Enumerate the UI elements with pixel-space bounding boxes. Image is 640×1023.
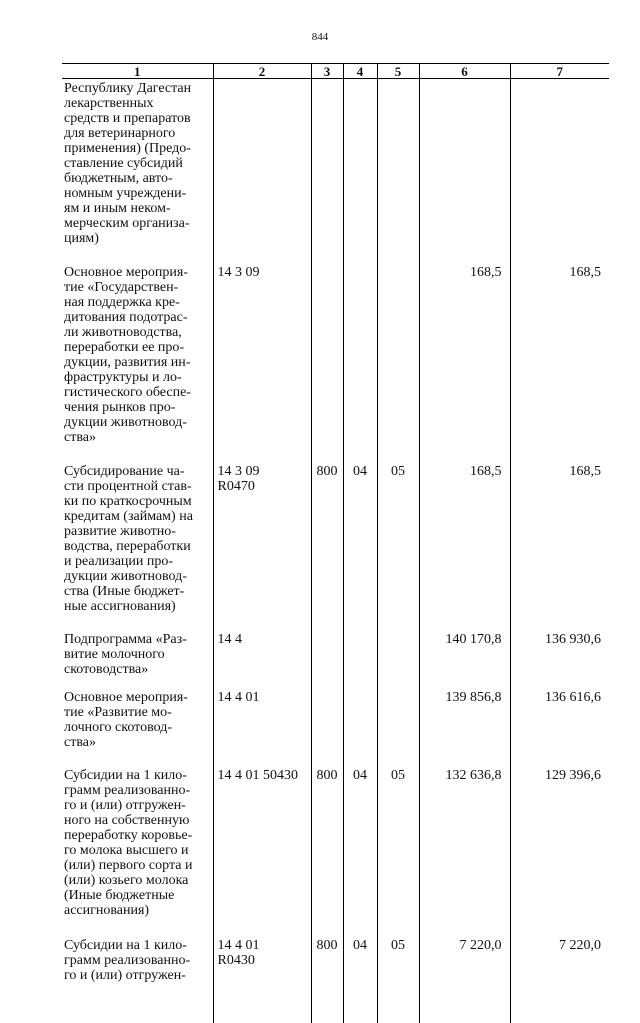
row-name-line: средств и препаратов bbox=[64, 111, 191, 126]
spacer-cell bbox=[419, 983, 510, 1023]
spacer-cell bbox=[62, 983, 213, 1023]
spacer-cell bbox=[419, 750, 510, 768]
table-row bbox=[62, 79, 609, 247]
row-vr-cell bbox=[311, 690, 343, 750]
row-sum-2022-cell: 136 616,6 bbox=[510, 690, 609, 750]
spacer-cell bbox=[343, 677, 377, 690]
row-sum-2022-cell: 136 930,6 bbox=[510, 632, 609, 677]
spacer-cell bbox=[213, 983, 311, 1023]
row-code-cell bbox=[213, 938, 311, 983]
row-code-line: R0470 bbox=[217, 479, 255, 494]
row-name-line: (Иные бюджетные bbox=[64, 888, 175, 903]
spacer-cell bbox=[62, 677, 213, 690]
row-pr-cell bbox=[377, 79, 419, 247]
spacer-cell bbox=[311, 614, 343, 632]
spacer-cell bbox=[311, 983, 343, 1023]
row-code-cell: 14 3 09 bbox=[213, 265, 311, 445]
row-code-line: 14 4 01 bbox=[217, 938, 260, 953]
row-name-cell bbox=[62, 632, 213, 677]
row-name-line: дукции животновод- bbox=[64, 415, 187, 430]
spacer-cell bbox=[62, 918, 213, 938]
row-name-line: чения рынков про- bbox=[64, 400, 176, 415]
spacer-cell bbox=[311, 750, 343, 768]
spacer-cell bbox=[377, 445, 419, 464]
spacer-cell bbox=[343, 614, 377, 632]
spacer-cell bbox=[510, 445, 609, 464]
spacer-cell bbox=[343, 750, 377, 768]
table-row bbox=[62, 265, 609, 445]
row-rz-cell: 04 bbox=[343, 768, 377, 918]
row-spacer bbox=[62, 445, 609, 464]
spacer-cell bbox=[510, 677, 609, 690]
row-name-line: фраструктуры и ло- bbox=[64, 370, 182, 385]
row-name-line: лочного скотовод- bbox=[64, 720, 173, 735]
header-col-2: 2 bbox=[213, 64, 311, 79]
spacer-cell bbox=[419, 246, 510, 265]
row-name-line: Основное мероприя- bbox=[64, 265, 188, 280]
row-code-line: 14 3 09 bbox=[217, 464, 260, 479]
row-name-cell bbox=[62, 464, 213, 614]
row-name-line: Субсидии на 1 кило- bbox=[64, 768, 187, 783]
row-spacer bbox=[62, 614, 609, 632]
spacer-cell bbox=[213, 246, 311, 265]
row-vr-cell: 800 bbox=[311, 464, 343, 614]
spacer-cell bbox=[343, 246, 377, 265]
row-name-line: тие «Развитие мо- bbox=[64, 705, 172, 720]
row-spacer bbox=[62, 983, 609, 1023]
row-pr-cell: 05 bbox=[377, 938, 419, 983]
row-spacer bbox=[62, 246, 609, 265]
header-col-6: 6 bbox=[419, 64, 510, 79]
row-vr-cell bbox=[311, 79, 343, 247]
row-rz-cell bbox=[343, 265, 377, 445]
table-row bbox=[62, 632, 609, 677]
row-name-line: Подпрограмма «Раз- bbox=[64, 632, 187, 647]
row-rz-cell bbox=[343, 690, 377, 750]
row-name-line: грамм реализованно- bbox=[64, 953, 191, 968]
row-name-line: лекарственных bbox=[64, 96, 154, 111]
spacer-cell bbox=[213, 918, 311, 938]
row-rz-cell bbox=[343, 632, 377, 677]
spacer-cell bbox=[343, 445, 377, 464]
row-sum-2022-cell: 168,5 bbox=[510, 464, 609, 614]
row-name-line: для ветеринарного bbox=[64, 126, 176, 141]
row-rz-cell: 04 bbox=[343, 464, 377, 614]
row-sum-2021-cell: 168,5 bbox=[419, 265, 510, 445]
row-pr-cell: 05 bbox=[377, 464, 419, 614]
row-name-line: го и (или) отгружен- bbox=[64, 968, 186, 983]
spacer-cell bbox=[311, 445, 343, 464]
row-name-line: мерческим организа- bbox=[64, 216, 190, 231]
spacer-cell bbox=[377, 750, 419, 768]
header-col-5: 5 bbox=[377, 64, 419, 79]
row-name-line: го и (или) отгружен- bbox=[64, 798, 186, 813]
row-name-cell bbox=[62, 690, 213, 750]
spacer-cell bbox=[62, 246, 213, 265]
spacer-cell bbox=[377, 677, 419, 690]
table-row bbox=[62, 464, 609, 614]
row-vr-cell: 800 bbox=[311, 768, 343, 918]
row-pr-cell bbox=[377, 690, 419, 750]
row-vr-cell: 800 bbox=[311, 938, 343, 983]
spacer-cell bbox=[62, 614, 213, 632]
row-name-line: дукции животновод- bbox=[64, 569, 187, 584]
row-name-cell bbox=[62, 938, 213, 983]
row-pr-cell bbox=[377, 632, 419, 677]
row-sum-2022-cell: 129 396,6 bbox=[510, 768, 609, 918]
spacer-cell bbox=[419, 918, 510, 938]
row-sum-2021-cell: 139 856,8 bbox=[419, 690, 510, 750]
row-sum-2022-cell: 168,5 bbox=[510, 265, 609, 445]
spacer-cell bbox=[510, 750, 609, 768]
page-number: 844 bbox=[311, 31, 329, 43]
row-code-cell bbox=[213, 464, 311, 614]
row-name-line: ства» bbox=[64, 735, 96, 750]
row-sum-2021-cell bbox=[419, 79, 510, 247]
row-name-cell bbox=[62, 768, 213, 918]
row-name-line: номным учреждени- bbox=[64, 186, 187, 201]
row-pr-cell: 05 bbox=[377, 768, 419, 918]
row-name-line: и реализации про- bbox=[64, 554, 174, 569]
row-name-line: ки по краткосрочным bbox=[64, 494, 192, 509]
spacer-cell bbox=[311, 677, 343, 690]
spacer-cell bbox=[62, 750, 213, 768]
row-spacer bbox=[62, 677, 609, 690]
spacer-cell bbox=[213, 677, 311, 690]
row-name-line: ставление субсидий bbox=[64, 156, 183, 171]
row-sum-2021-cell: 140 170,8 bbox=[419, 632, 510, 677]
row-name-line: ные ассигнования) bbox=[64, 599, 176, 614]
row-vr-cell bbox=[311, 632, 343, 677]
spacer-cell bbox=[377, 983, 419, 1023]
row-name-cell bbox=[62, 265, 213, 445]
row-name-line: кредитам (займам) на bbox=[64, 509, 193, 524]
spacer-cell bbox=[377, 614, 419, 632]
spacer-cell bbox=[377, 918, 419, 938]
row-name-line: гистического обеспе- bbox=[64, 385, 191, 400]
spacer-cell bbox=[311, 918, 343, 938]
row-name-line: (или) козьего молока bbox=[64, 873, 189, 888]
spacer-cell bbox=[62, 445, 213, 464]
spacer-cell bbox=[419, 445, 510, 464]
row-code-cell: 14 4 01 bbox=[213, 690, 311, 750]
row-code-cell: 14 4 01 50430 bbox=[213, 768, 311, 918]
table-row bbox=[62, 690, 609, 750]
row-name-line: (или) первого сорта и bbox=[64, 858, 193, 873]
spacer-cell bbox=[510, 614, 609, 632]
spacer-cell bbox=[510, 918, 609, 938]
row-name-line: развитие животно- bbox=[64, 524, 176, 539]
spacer-cell bbox=[343, 918, 377, 938]
row-name-line: дитования подотрас- bbox=[64, 310, 188, 325]
row-name-line: дукции, развития ин- bbox=[64, 355, 191, 370]
row-name-line: витие молочного bbox=[64, 647, 165, 662]
row-code-cell bbox=[213, 79, 311, 247]
row-name-line: Субсидирование ча- bbox=[64, 464, 185, 479]
spacer-cell bbox=[311, 246, 343, 265]
spacer-cell bbox=[213, 750, 311, 768]
row-name-line: Субсидии на 1 кило- bbox=[64, 938, 187, 953]
row-name-line: сти процентной став- bbox=[64, 479, 192, 494]
spacer-cell bbox=[510, 246, 609, 265]
row-name-line: тие «Государствен- bbox=[64, 280, 179, 295]
row-sum-2021-cell: 168,5 bbox=[419, 464, 510, 614]
row-name-line: скотоводства» bbox=[64, 662, 149, 677]
row-name-line: ного на собственную bbox=[64, 813, 190, 828]
row-name-line: переработки ее про- bbox=[64, 340, 185, 355]
row-spacer bbox=[62, 750, 609, 768]
row-name-line: ная поддержка кре- bbox=[64, 295, 180, 310]
table-row bbox=[62, 768, 609, 918]
row-name-line: ли животноводства, bbox=[64, 325, 182, 340]
row-name-line: применения) (Предо- bbox=[64, 141, 191, 156]
spacer-cell bbox=[213, 614, 311, 632]
row-spacer bbox=[62, 918, 609, 938]
spacer-cell bbox=[377, 246, 419, 265]
budget-table bbox=[62, 63, 609, 1023]
spacer-cell bbox=[419, 614, 510, 632]
row-code-line: R0430 bbox=[217, 953, 255, 968]
row-rz-cell: 04 bbox=[343, 938, 377, 983]
row-name-cell bbox=[62, 79, 213, 247]
row-name-line: циям) bbox=[64, 231, 99, 246]
row-vr-cell bbox=[311, 265, 343, 445]
row-pr-cell bbox=[377, 265, 419, 445]
header-col-3: 3 bbox=[311, 64, 343, 79]
row-sum-2021-cell: 7 220,0 bbox=[419, 938, 510, 983]
row-name-line: водства, переработки bbox=[64, 539, 191, 554]
row-name-line: ям и иным неком- bbox=[64, 201, 171, 216]
header-col-7: 7 bbox=[510, 64, 609, 79]
row-name-line: грамм реализованно- bbox=[64, 783, 191, 798]
header-col-1: 1 bbox=[62, 64, 213, 79]
row-name-line: бюджетным, авто- bbox=[64, 171, 173, 186]
row-name-line: ассигнования) bbox=[64, 903, 150, 918]
row-code-cell: 14 4 bbox=[213, 632, 311, 677]
spacer-cell bbox=[213, 445, 311, 464]
row-name-line: Основное мероприя- bbox=[64, 690, 188, 705]
spacer-cell bbox=[343, 983, 377, 1023]
header-col-4: 4 bbox=[343, 64, 377, 79]
table-row bbox=[62, 938, 609, 983]
row-sum-2021-cell: 132 636,8 bbox=[419, 768, 510, 918]
row-rz-cell bbox=[343, 79, 377, 247]
row-sum-2022-cell: 7 220,0 bbox=[510, 938, 609, 983]
row-name-line: переработку коровье- bbox=[64, 828, 193, 843]
row-sum-2022-cell bbox=[510, 79, 609, 247]
spacer-cell bbox=[419, 677, 510, 690]
spacer-cell bbox=[510, 983, 609, 1023]
row-name-line: го молока высшего и bbox=[64, 843, 189, 858]
row-name-line: ства (Иные бюджет- bbox=[64, 584, 185, 599]
row-name-line: ства» bbox=[64, 430, 96, 445]
header-row bbox=[62, 64, 609, 79]
row-name-line: Республику Дагестан bbox=[64, 81, 192, 96]
